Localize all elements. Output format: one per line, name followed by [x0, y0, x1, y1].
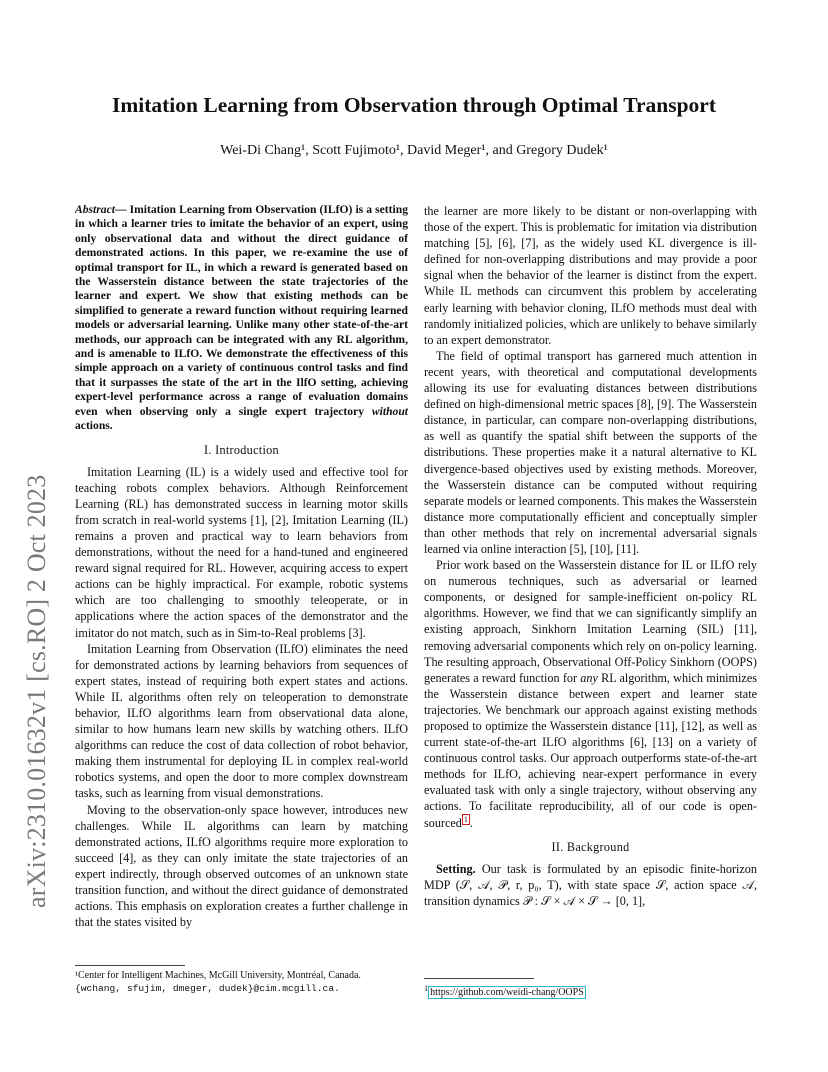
left-column: [75, 203, 408, 930]
right-paragraph-1: the learner are more likely to be distant or non-overlapping with those of the expert. This is problematic for imitation via distribution matching [5], [6], [7], as the widely used KL divergence is ill-defined for non-overlapping distributions and may provide a poor signal when the behavior of the learner is distinct from the expert. While IL methods can circumvent this problem by accelerating early learning with behavior cloning, ILfO methods must deal with randomly initialized policies, which are unlikely to behave similarly to an expert demonstrator.: [424, 204, 757, 347]
intro-paragraph-2: Imitation Learning from Observation (ILfO) eliminates the need for demonstrated actions by learning behaviors from sequences of expert states, instead of requiring both expert states and actions. While IL algorithms often rely on teleoperation to demonstrate behavior, ILfO algorithms learn from observational data alone, similar to how humans learn new skills by watching others. ILfO algorithms can reduce the cost of data collection of robot behavior, making them instrumental for deploying IL in complex real-world robotics systems, and open the door to more complex downstream tasks, such as learning from visual demonstrations.: [75, 641, 408, 801]
right-paragraph-3: [424, 557, 757, 831]
section-heading-background: II. Background: [551, 839, 630, 854]
right-column: [424, 203, 757, 909]
intro-paragraph-1: Imitation Learning (IL) is a widely used and effective tool for teaching robots complex behaviors. Although Reinforcement Learning (RL) has demonstrated success in learning motor skills from scratch in real-world systems [1], [2], Imitation Learning (IL) remains a proven and practical way to learn behaviors from demonstrations, without the need for a hand-tuned and engineered reward signal required for RL. However, acquiring access to expert actions can be highly impractical. For example, robotic systems which are too challenging to smoothly teleoperate, or in applications where the action spaces of the demonstrator and the imitator do not match, such as in Sim-to-Real problems [3].: [75, 464, 408, 640]
arxiv-identifier: arXiv:2310.01632v1 [cs.RO] 2 Oct 2023: [22, 474, 51, 908]
footnote-affiliation-line: ¹Center for Intelligent Machines, McGill University, Montréal, Canada.: [75, 970, 361, 981]
github-link[interactable]: https://github.com/weidi-chang/OOPS: [430, 987, 584, 999]
footnote-emails: {wchang, sfujim, dmeger, dudek}@cim.mcgill.ca.: [75, 982, 340, 994]
abstract: [75, 203, 408, 434]
right-paragraph-2: The field of optimal transport has garnered much attention in recent years, with theoretical and computational developments allowing its use for evaluating distances between distributions defined on high-dimensional metric spaces [8], [9]. The Wasserstein distance, in particular, can compare non-overlapping distributions, as well as quantify the spatial shift between the supports of the distributions. These properties make it a natural alternative to KL divergence-based objectives used by existing methods. Moreover, the Wasserstein distance can be computed without requiring separate models or learned components. This makes the Wasserstein distance more computationally efficient and conceptually simpler than other methods that rely on incremental adversarial signals learned via online interaction [5], [10], [11].: [424, 348, 757, 556]
right-paragraph-3-emphasis: any: [580, 670, 598, 685]
author-list: Wei-Di Chang¹, Scott Fujimoto¹, David Meger¹, and Gregory Dudek¹: [220, 143, 608, 158]
section-heading-introduction: I. Introduction: [204, 442, 279, 457]
abstract-label: Abstract: [75, 203, 115, 216]
right-paragraph-3-part-b: RL algorithm, which minimizes the Wasserstein distance between expert and learner state trajectories. We benchmark our approach against existing methods proposed to optimize the Wasserstein distance [11], [12], as well as current state-of-the-art ILfO algorithms [6], [13] on a variety of continuous control tasks. Our approach outperforms state-of-the-art methods for ILfO, achieving near-expert performance in every evaluated task with only a single trajectory, without observing any actions. To facilitate reproducibility, all of our code is open-sourced: [424, 670, 757, 830]
abstract-emphasis: without: [371, 404, 408, 418]
footnote-separator: [75, 965, 185, 966]
footnote-number: 1: [424, 984, 429, 993]
background-paragraph: [424, 861, 757, 909]
footnote-code-link: [424, 978, 757, 1000]
background-lead: Setting.: [436, 861, 476, 876]
paper-title: Imitation Learning from Observation through Optimal Transport: [111, 93, 717, 117]
abstract-tail: actions.: [75, 419, 113, 433]
background-text: Our task is formulated by an episodic finite-horizon MDP (𝒮, 𝒜, 𝒫, r, p₀, T), with state space 𝒮, action space 𝒜, transition dynamics 𝒫 : 𝒮 × 𝒜 × 𝒮 → [0, 1],: [424, 861, 757, 908]
footnote-affiliation: [75, 965, 408, 995]
abstract-text: — Imitation Learning from Observation (ILfO) is a setting in which a learner tries to imitate the behavior of an expert, using only observational data and without the direct guidance of demonstrated actions. In this paper, we re-examine the use of optimal transport for IL, in which a reward is generated based on the Wasserstein distance between the state trajectories of the learner and expert. We show that existing methods can be simplified to generate a reward function without requiring learned models or adversarial learning. Unlike many other state-of-the-art methods, our approach can be integrated with any RL algorithm, and is amenable to ILfO. We demonstrate the effectiveness of this simple approach on a variety of continuous control tasks and find that it surpasses the state of the art in the IlfO setting, achieving expert-level performance across a range of evaluation domains even when observing only a single expert trajectory: [75, 203, 408, 418]
right-paragraph-3-part-a: Prior work based on the Wasserstein distance for IL or ILfO rely on numerous techniques, such as adversarial or learned components, or designed for sample-inefficient on-policy RL algorithms. However, we find that we can significantly simplify an existing approach, Sinkhorn Imitation Learning (SIL) [11], removing adversarial components which rely on on-policy learning. The resulting approach, Observational Off-Policy Sinkhorn (OOPS) generates a reward function for: [424, 558, 757, 685]
footnote-link-line: [424, 983, 757, 1000]
right-paragraph-3-end: .: [469, 815, 473, 830]
footnote-separator-right: [424, 978, 534, 979]
footnote-marker-link[interactable]: 1: [463, 814, 468, 824]
intro-paragraph-3: Moving to the observation-only space however, introduces new challenges. While IL algorithms can learn by matching demonstrated actions, ILfO algorithms require more exploration to succeed [4], as they can only imitate the state trajectories of an expert indirectly, through observed outcomes of an unknown state transition function, and without the direct guidance of demonstrated actions. This emphasis on exploration creates a further challenge in that the states visited by: [75, 802, 408, 930]
